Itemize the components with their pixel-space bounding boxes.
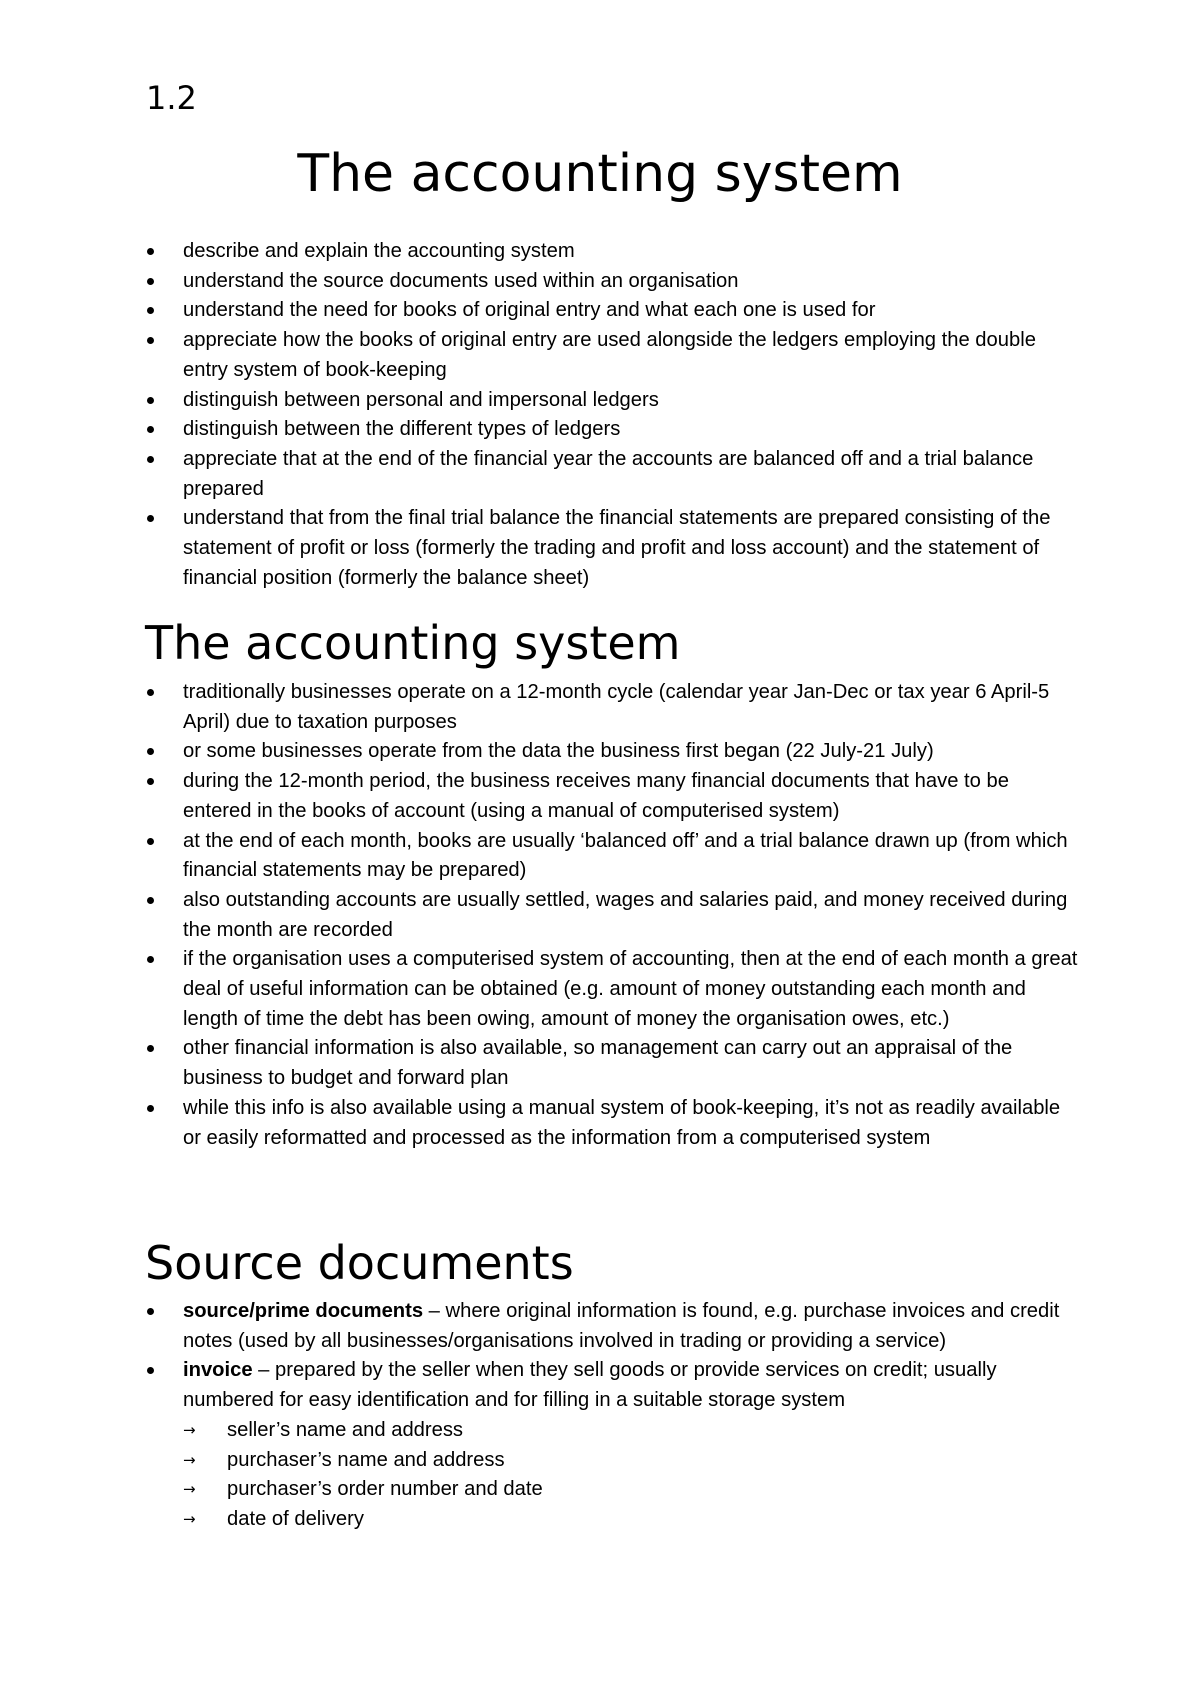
section-heading-source-documents: Source documents [145,1236,574,1290]
term-label: source/prime documents [183,1300,424,1322]
list-item: while this info is also available using a manual system of book-keeping, it’s not as readily available or easily reformatted and processed as the information from a computerised system [0,1094,1200,1153]
list-item: appreciate that at the end of the financial year the accounts are balanced off and a trial balance prepared [0,445,1200,504]
section-number: 1.2 [146,79,197,117]
sub-item-text: date of delivery [227,1507,364,1530]
list-item: if the organisation uses a computerised system of accounting, then at the end of each month a great deal of useful information can be obtained (e.g. amount of money outstanding each month and length of time the debt has been owing, amount of money the organisation owes, etc.) [0,945,1200,1034]
sub-item-text: seller’s name and address [227,1418,464,1441]
list-item: during the 12-month period, the business receives many financial documents that have to be entered in the books of account (using a manual of computerised system) [0,767,1200,826]
term-description: – prepared by the seller when they sell goods or provide services on credit; usually numbered for easy identification and for filling in a suitable storage system [183,1359,997,1412]
list-item: understand that from the final trial balance the financial statements are prepared consisting of the statement of profit or loss (formerly the trading and profit and loss account) and the statement of financial position (formerly the balance sheet) [0,504,1200,593]
list-item [0,1297,1200,1356]
list-item: or some businesses operate from the data the business first began (22 July-21 July) [0,737,1200,767]
sub-item-text: purchaser’s name and address [227,1448,505,1471]
sub-list-item [183,1475,1080,1505]
list-item: also outstanding accounts are usually settled, wages and salaries paid, and money received during the month are recorded [0,886,1200,945]
list-item: at the end of each month, books are usually ‘balanced off’ and a trial balance drawn up (from which financial statements may be prepared) [0,827,1200,886]
sub-list-item [183,1446,1080,1476]
source-documents-list [0,1297,1200,1535]
list-item: other financial information is also available, so management can carry out an appraisal of the business to budget and forward plan [0,1034,1200,1093]
arrow-right-icon: → [183,1509,196,1528]
objectives-list [0,237,1200,593]
list-item: distinguish between personal and impersonal ledgers [0,386,1200,416]
term-description: – where original information is found, e.g. purchase invoices and credit notes (used by all businesses/organisations involved in trading or providing a service) [183,1300,1060,1352]
sub-list-item [183,1416,1080,1446]
list-item: distinguish between the different types of ledgers [0,415,1200,445]
list-item [0,1356,1200,1534]
list-item: understand the need for books of original entry and what each one is used for [0,296,1200,326]
invoice-details-list [183,1416,1080,1535]
accounting-system-list [0,678,1200,1153]
arrow-right-icon: → [183,1450,196,1469]
list-item: describe and explain the accounting system [0,237,1200,267]
list-item: understand the source documents used within an organisation [0,267,1200,297]
page-title: The accounting system [297,144,903,204]
list-item: traditionally businesses operate on a 12-month cycle (calendar year Jan-Dec or tax year 6 April-5 April) due to taxation purposes [0,678,1200,737]
arrow-right-icon: → [183,1480,196,1499]
section-heading-accounting-system: The accounting system [145,616,681,670]
term-label: invoice [183,1359,253,1382]
arrow-right-icon: → [183,1420,196,1439]
sub-item-text: purchaser’s order number and date [227,1478,543,1501]
sub-list-item [183,1505,1080,1535]
list-item: appreciate how the books of original entry are used alongside the ledgers employing the double entry system of book-keeping [0,326,1200,385]
